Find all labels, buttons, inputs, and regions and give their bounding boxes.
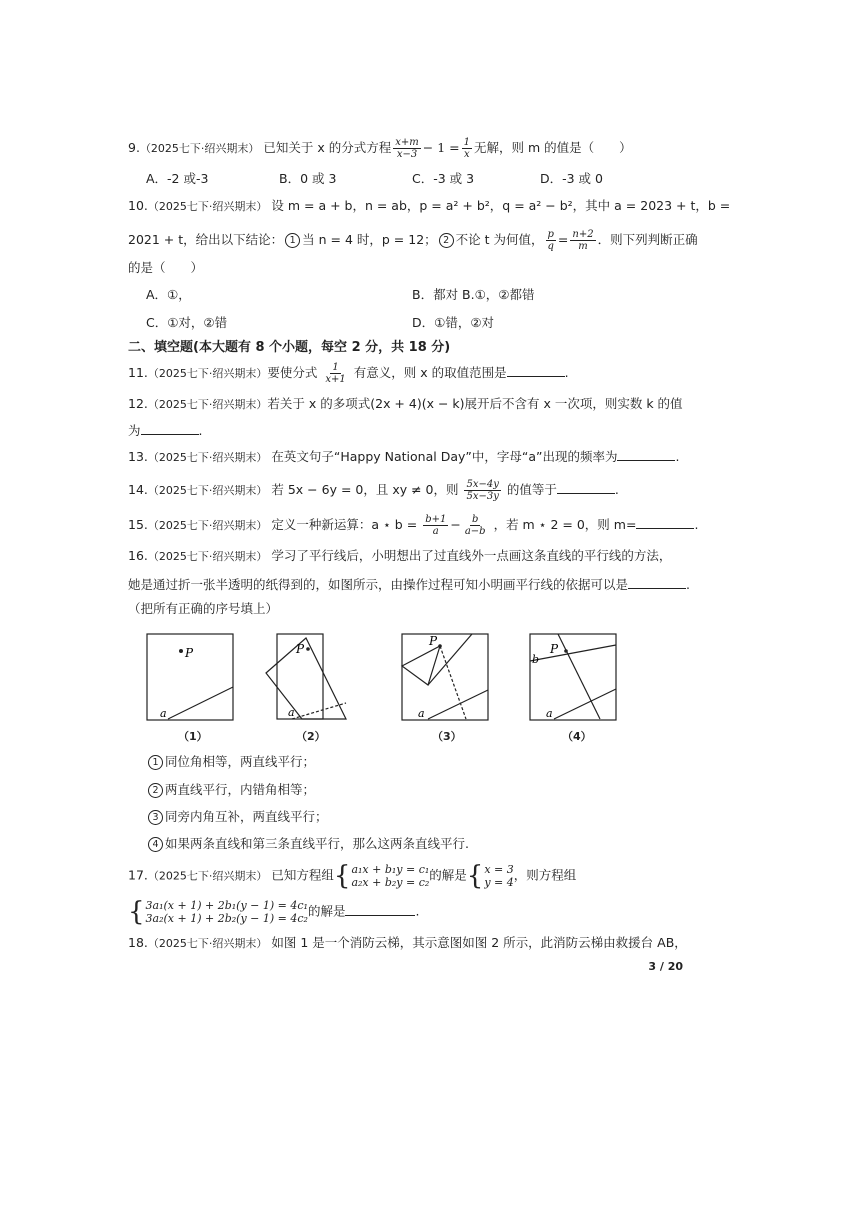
figure-caption: （4） bbox=[562, 730, 592, 743]
option-b: B．都对 B.①，②都错 bbox=[412, 287, 535, 302]
line-label: a bbox=[160, 707, 167, 720]
punctuation: . bbox=[694, 517, 699, 532]
question-text: ．则下列判断正确 bbox=[597, 232, 698, 247]
question-16-line3: （把所有正确的序号填上） bbox=[128, 601, 279, 616]
option-d: D．①错，②对 bbox=[412, 315, 495, 330]
question-number: 15. bbox=[128, 517, 148, 532]
choice-text: 如果两条直线和第三条直线平行，那么这两条直线平行. bbox=[165, 836, 469, 851]
fraction: $\frac{1}{x}$ bbox=[463, 137, 471, 160]
question-source: （2025七下·绍兴期末） bbox=[139, 142, 260, 155]
question-text: 的解是 bbox=[429, 867, 467, 883]
circle-number: 1 bbox=[148, 755, 163, 770]
question-text: 不论 t 为何值， bbox=[455, 232, 544, 247]
question-9 bbox=[128, 137, 632, 160]
option-a: A．-2 或-3 bbox=[146, 171, 209, 186]
fraction: $\frac{n+2}{m}$ bbox=[572, 229, 594, 252]
question-17-line2 bbox=[128, 899, 419, 925]
question-number: 10. bbox=[128, 198, 148, 213]
choice-4 bbox=[146, 835, 469, 853]
question-text: 的解是 bbox=[307, 903, 346, 919]
question-source: （2025七下·绍兴期末） bbox=[147, 484, 268, 497]
point-label: P bbox=[550, 642, 559, 656]
punctuation: . bbox=[198, 423, 203, 438]
question-number: 17. bbox=[128, 867, 148, 883]
question-text: ，则方程组 bbox=[513, 867, 577, 883]
figure-2 bbox=[262, 633, 348, 723]
question-text: 有意义，则 x 的取值范围是 bbox=[353, 365, 507, 380]
question-text: 她是通过折一张半透明的纸得到的，如图所示，由操作过程可知小明画平行线的依据可以是 bbox=[128, 577, 629, 592]
section-heading: 二、填空题(本大题有 8 个小题，每空 2 分，共 18 分) bbox=[128, 340, 451, 355]
question-number: 14. bbox=[128, 482, 148, 497]
circle-number-2: 2 bbox=[439, 233, 454, 248]
question-text: 要使分式 bbox=[267, 365, 318, 380]
answer-blank[interactable] bbox=[557, 481, 615, 494]
question-source: （2025七下·绍兴期末） bbox=[147, 869, 268, 883]
question-number: 16. bbox=[128, 548, 148, 563]
question-text: 若 5x − 6y = 0，且 xy ≠ 0，则 bbox=[271, 482, 459, 497]
question-10 bbox=[128, 197, 730, 216]
circle-number-1: 1 bbox=[285, 233, 300, 248]
choice-text: 同位角相等，两直线平行； bbox=[165, 754, 316, 769]
question-source: （2025七下·绍兴期末） bbox=[147, 451, 268, 464]
question-source: （2025七下·绍兴期末） bbox=[147, 200, 268, 213]
fraction: $\frac{5x-4y}{5x-3y}$ bbox=[466, 479, 499, 502]
fraction: $\frac{b}{a-b}$ bbox=[464, 514, 486, 537]
line-label: a bbox=[288, 706, 295, 719]
question-text: 当 n = 4 时，p = 12； bbox=[302, 232, 437, 247]
option-a: A．①， bbox=[146, 287, 191, 302]
fraction: $\frac{b+1}{a}$ bbox=[425, 514, 447, 537]
equation-system: a₁x + b₁y = c₁ a₂x + b₂y = c₂ bbox=[351, 863, 430, 889]
fraction: $\frac{x+m}{x-3}$ bbox=[395, 137, 419, 160]
punctuation: . bbox=[614, 482, 619, 497]
fraction: $\frac{1}{x+1}$ bbox=[325, 362, 346, 385]
answer-blank[interactable] bbox=[636, 516, 694, 529]
option-c: C．①对，②错 bbox=[146, 315, 228, 330]
brace: { bbox=[333, 861, 351, 891]
option-c: C．-3 或 3 bbox=[412, 171, 475, 186]
option-b: B．0 或 3 bbox=[279, 171, 337, 186]
question-12 bbox=[128, 395, 683, 414]
figure-caption: （3） bbox=[432, 730, 462, 743]
brace: { bbox=[466, 861, 484, 891]
point-label: P bbox=[429, 634, 438, 648]
line-label: a bbox=[546, 707, 553, 720]
answer-blank[interactable] bbox=[141, 422, 199, 435]
answer-blank[interactable] bbox=[507, 364, 565, 377]
question-text: 在英文句子“Happy National Day”中，字母“a”出现的频率为 bbox=[271, 449, 618, 464]
question-text: 定义一种新运算：a ⋆ b = bbox=[271, 517, 418, 532]
question-number: 11. bbox=[128, 365, 148, 380]
question-text: 2021 + t，给出以下结论： bbox=[128, 232, 284, 247]
question-source: （2025七下·绍兴期末） bbox=[147, 367, 268, 380]
choice-text: 同旁内角互补，两直线平行； bbox=[165, 809, 328, 824]
question-number: 18. bbox=[128, 935, 148, 950]
figure-4 bbox=[528, 633, 618, 721]
minus-sign: − bbox=[450, 517, 461, 532]
option-d: D．-3 或 0 bbox=[540, 171, 603, 186]
question-source: （2025七下·绍兴期末） bbox=[147, 937, 268, 950]
figure-3 bbox=[400, 633, 490, 721]
question-number: 9. bbox=[128, 140, 140, 155]
equation-system: 3a₁(x + 1) + 2b₁(y − 1) = 4c₁ 3a₂(x + 1) + 2b₂(y − 1) = 4c₂ bbox=[145, 899, 308, 925]
question-text: 如图 1 是一个消防云梯，其示意图如图 2 所示，此消防云梯由救援台 AB， bbox=[271, 935, 687, 950]
question-source: （2025七下·绍兴期末） bbox=[147, 398, 268, 411]
question-16 bbox=[128, 547, 671, 566]
answer-blank[interactable] bbox=[617, 448, 675, 461]
question-12-line2 bbox=[128, 422, 203, 440]
choice-1 bbox=[146, 753, 315, 771]
answer-blank[interactable] bbox=[628, 576, 686, 589]
question-15 bbox=[128, 514, 698, 537]
solution-system: x = 3 y = 4 bbox=[484, 863, 514, 889]
question-17 bbox=[128, 863, 576, 889]
question-text: 设 m = a + b，n = ab，p = a² + b²，q = a² − b²，其中 a = 2023 + t，b = bbox=[271, 198, 731, 213]
question-text: 的值等于 bbox=[506, 482, 557, 497]
question-text: 已知方程组 bbox=[271, 867, 334, 883]
question-text: 学习了平行线后，小明想出了过直线外一点画这条直线的平行线的方法， bbox=[271, 548, 672, 563]
question-text: 为 bbox=[128, 423, 141, 438]
choice-text: 两直线平行，内错角相等； bbox=[165, 782, 316, 797]
choice-2 bbox=[146, 781, 315, 799]
figure-caption: （2） bbox=[296, 730, 326, 743]
point-label: P bbox=[185, 646, 194, 660]
question-text: ，若 m ⋆ 2 = 0，则 m= bbox=[493, 517, 637, 532]
punctuation: . bbox=[415, 903, 420, 919]
circle-number: 2 bbox=[148, 783, 163, 798]
equation-part: − 1 = bbox=[422, 140, 460, 155]
question-11 bbox=[128, 362, 569, 385]
punctuation: . bbox=[686, 577, 690, 592]
question-text: 无解，则 m 的值是（ ） bbox=[474, 140, 632, 155]
question-16-line2 bbox=[128, 576, 690, 594]
circle-number: 4 bbox=[148, 837, 163, 852]
question-18 bbox=[128, 934, 687, 953]
question-text: 若关于 x 的多项式(2x + 4)(x − k)展开后不含有 x 一次项，则实数 k 的值 bbox=[267, 396, 683, 411]
answer-blank[interactable] bbox=[345, 903, 415, 916]
brace: { bbox=[128, 897, 145, 927]
question-text: 已知关于 x 的分式方程 bbox=[263, 140, 392, 155]
circle-number: 3 bbox=[148, 810, 163, 825]
figure-1 bbox=[146, 633, 234, 721]
choice-3 bbox=[146, 808, 328, 826]
question-10-line2 bbox=[128, 229, 698, 252]
question-14 bbox=[128, 479, 619, 502]
point-label: P bbox=[296, 642, 305, 656]
question-number: 12. bbox=[128, 396, 148, 411]
punctuation: . bbox=[564, 365, 569, 380]
question-source: （2025七下·绍兴期末） bbox=[147, 550, 268, 563]
question-source: （2025七下·绍兴期末） bbox=[147, 519, 268, 532]
equals-sign: = bbox=[557, 232, 569, 247]
question-10-line3: 的是（ ） bbox=[128, 260, 204, 275]
line-label: b bbox=[532, 653, 540, 666]
page-number: 3 / 20 bbox=[648, 960, 683, 973]
line-label: a bbox=[418, 707, 425, 720]
punctuation: . bbox=[675, 449, 680, 464]
question-13 bbox=[128, 448, 679, 467]
fraction: $\frac{p}{q}$ bbox=[547, 229, 554, 252]
figure-caption: （1） bbox=[178, 730, 208, 743]
question-number: 13. bbox=[128, 449, 148, 464]
